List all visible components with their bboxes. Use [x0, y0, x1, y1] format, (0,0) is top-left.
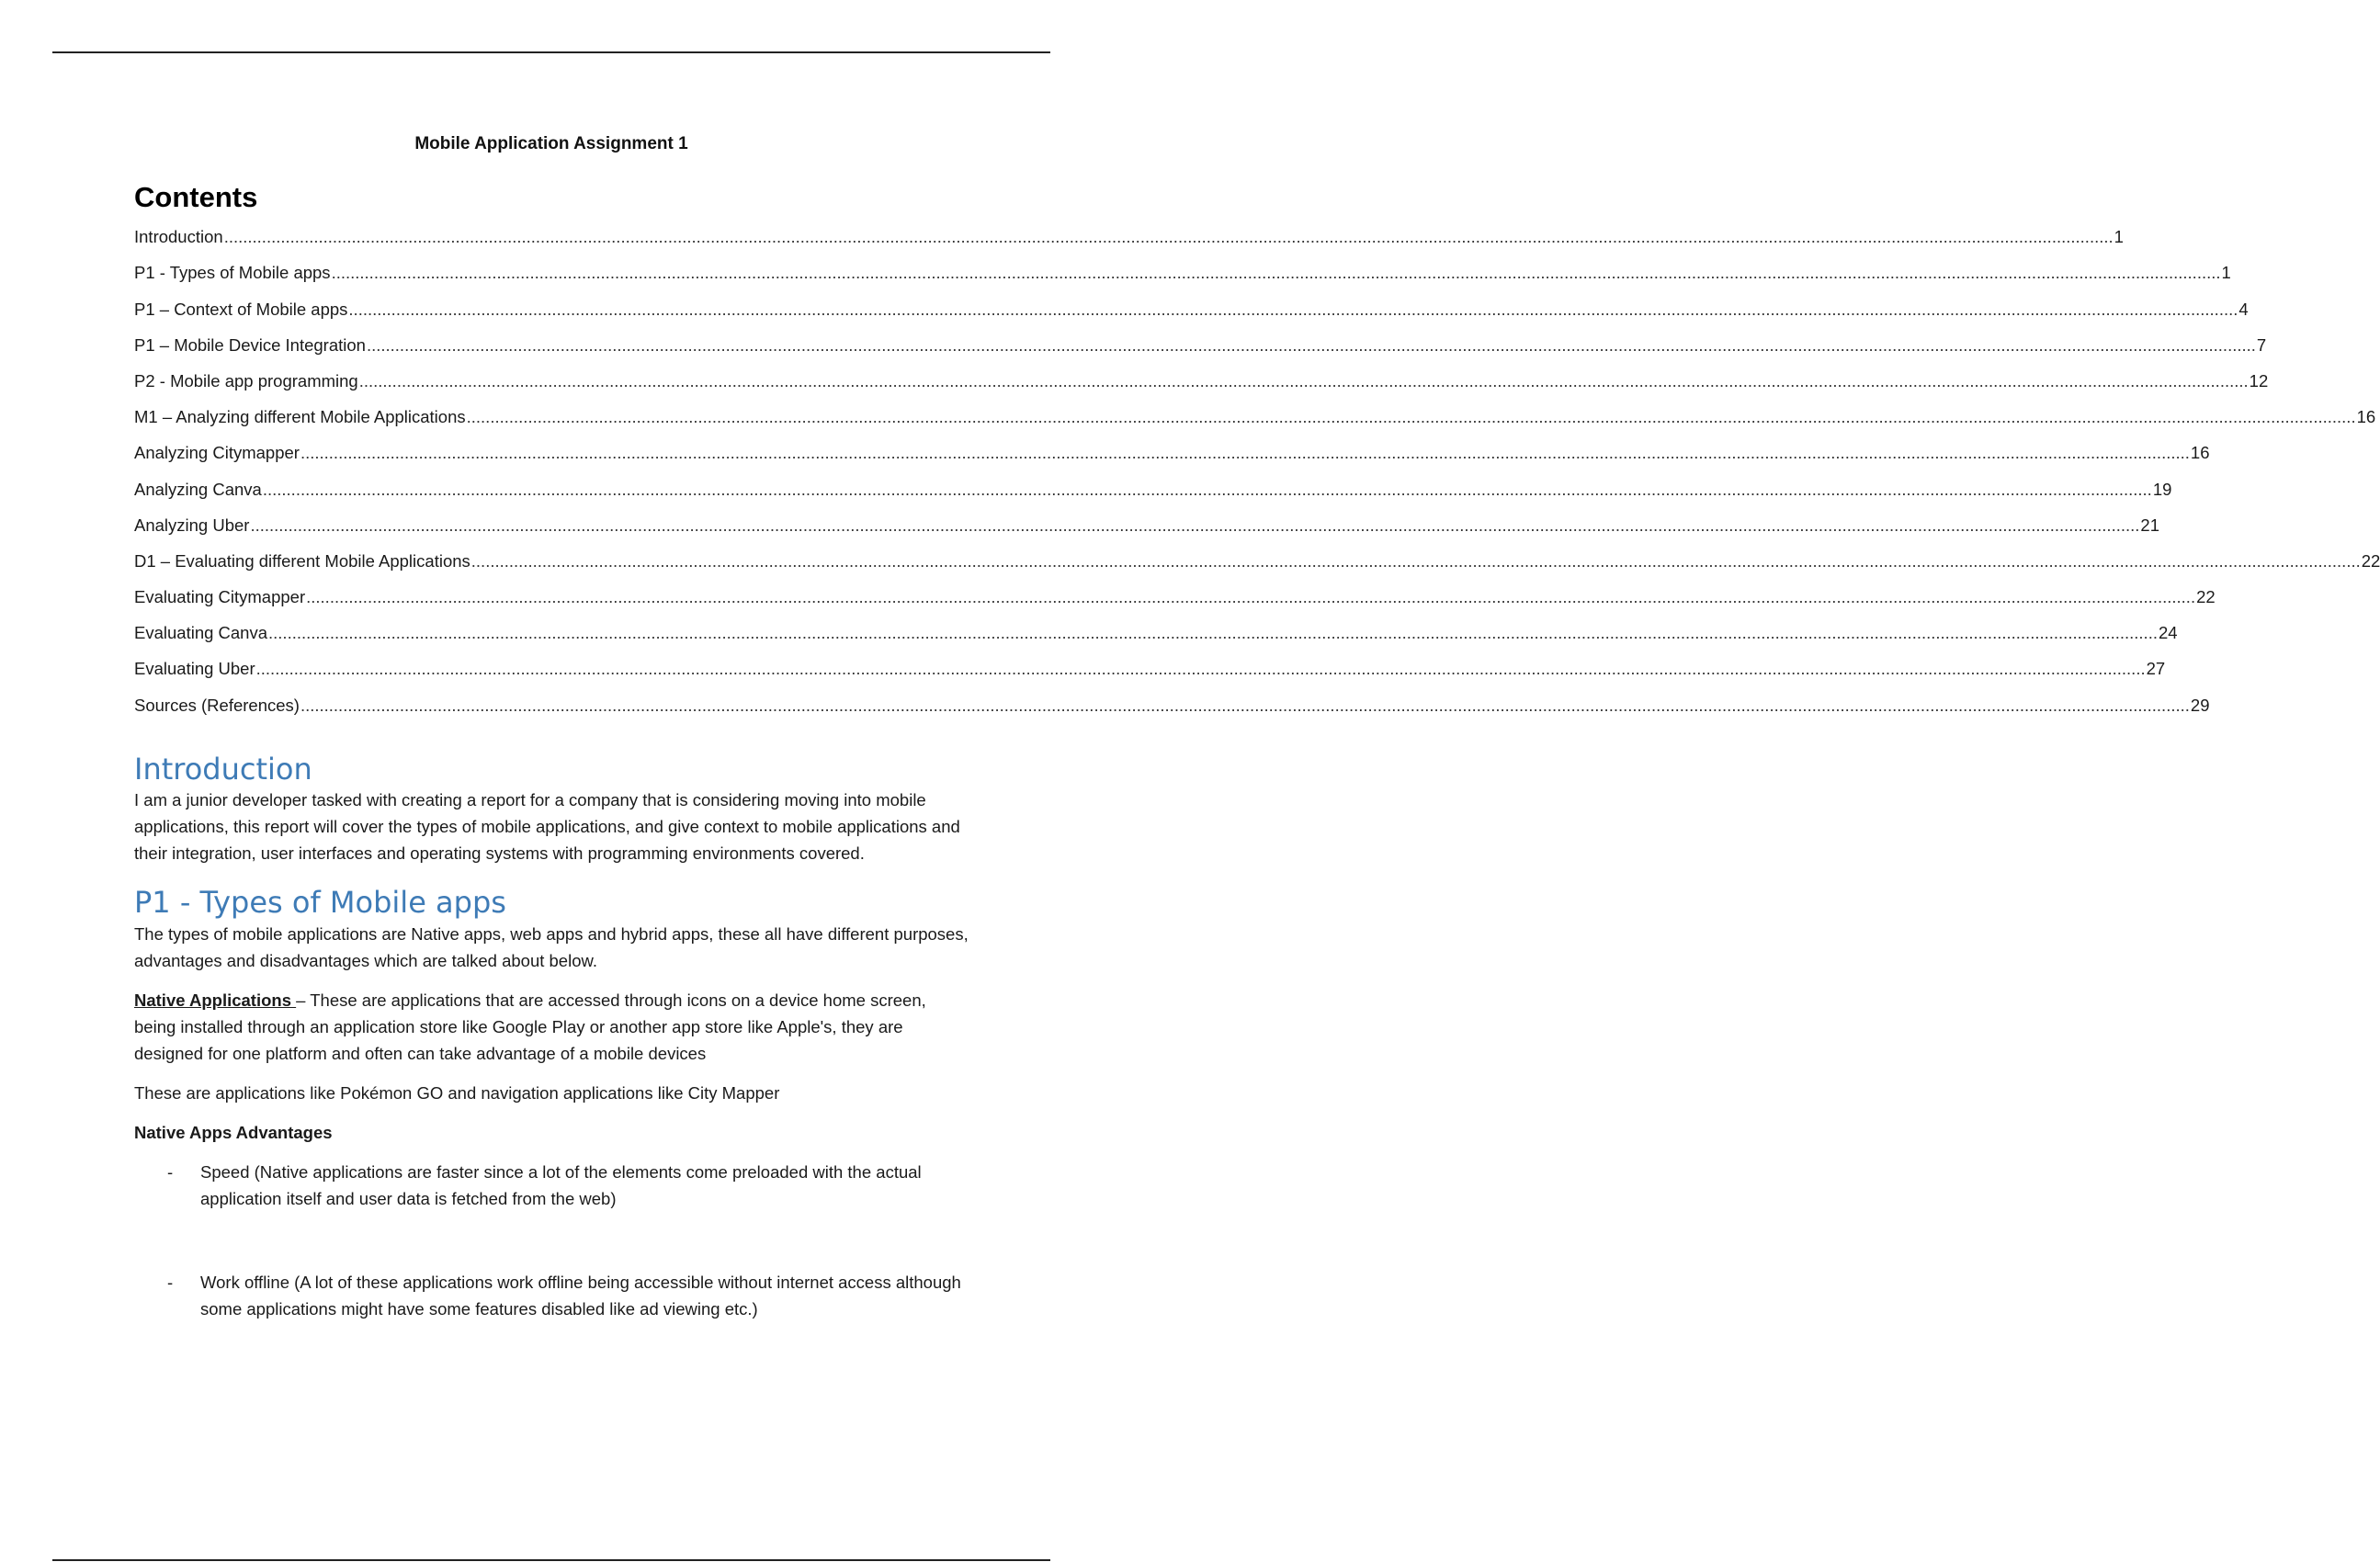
native-applications-label: Native Applications — [134, 990, 297, 1010]
toc-entry-page[interactable]: 22 — [2361, 550, 2380, 571]
toc-entry-page[interactable]: 7 — [2256, 334, 2267, 355]
native-examples-paragraph: These are applications like Pokémon GO and navigation applications like City Mapper — [134, 1082, 780, 1103]
native-advantages-heading: Native Apps Advantages — [134, 1122, 333, 1142]
toc-entry-label[interactable]: Analyzing Canva — [134, 479, 262, 499]
toc-entry[interactable] — [134, 334, 2267, 371]
introduction-heading: Introduction — [134, 751, 312, 787]
toc-dot-leader: ................................................................................................................................................................................................................................................................................................................................................................................................................ — [306, 587, 2196, 607]
native-applications-text: – These are applications that are accessed through icons on a device home screen, being installed through an application store like Google Play or another app store like Apple's, they are designed for one platform and often can take advantage of a mobile devices — [134, 990, 926, 1063]
toc-entry[interactable] — [134, 407, 2376, 443]
list-item — [134, 1159, 969, 1212]
toc-entry-label[interactable]: P2 - Mobile app programming — [134, 370, 358, 390]
toc-entry[interactable] — [134, 587, 2216, 623]
toc-entry-label[interactable]: Evaluating Uber — [134, 659, 255, 679]
toc-entry[interactable] — [134, 443, 2210, 479]
toc-entry-label[interactable]: Introduction — [134, 227, 223, 247]
toc-entry-label[interactable]: P1 – Context of Mobile apps — [134, 299, 348, 319]
toc-entry[interactable] — [134, 299, 2249, 335]
contents-heading: Contents — [134, 181, 258, 213]
toc-dot-leader: ................................................................................................................................................................................................................................................................................................................................................................................................................ — [348, 299, 2238, 319]
toc-entry-page[interactable]: 24 — [2158, 623, 2178, 643]
native-advantages-list — [134, 1159, 969, 1322]
toc-entry-label[interactable]: Sources (References) — [134, 695, 300, 715]
toc-dot-leader: ................................................................................................................................................................................................................................................................................................................................................................................................................ — [223, 227, 2114, 247]
header-rule — [52, 51, 1050, 53]
list-item — [134, 1269, 969, 1322]
toc-entry[interactable] — [134, 370, 2269, 407]
toc-entry-page[interactable]: 27 — [2146, 659, 2166, 679]
toc-entry[interactable] — [134, 550, 2380, 587]
toc-dot-leader: ................................................................................................................................................................................................................................................................................................................................................................................................................ — [300, 443, 2190, 463]
toc-dot-leader: ................................................................................................................................................................................................................................................................................................................................................................................................................ — [358, 370, 2249, 390]
toc-dot-leader: ................................................................................................................................................................................................................................................................................................................................................................................................................ — [366, 334, 2256, 355]
toc-entry-page[interactable]: 16 — [2356, 407, 2376, 427]
toc-entry-label[interactable]: Evaluating Canva — [134, 623, 268, 643]
table-of-contents — [134, 227, 2380, 731]
list-item-text: Work offline (A lot of these applications work offline being accessible without internet access although some applications might have some features disabled like ad viewing etc.) — [200, 1272, 961, 1319]
toc-entry-page[interactable]: 4 — [2238, 299, 2249, 319]
toc-dot-leader: ................................................................................................................................................................................................................................................................................................................................................................................................................ — [466, 407, 2356, 427]
toc-entry-label[interactable]: Analyzing Uber — [134, 515, 250, 535]
toc-entry[interactable] — [134, 227, 2124, 263]
toc-entry-page[interactable]: 29 — [2190, 695, 2210, 715]
bullet-dash: - — [167, 1272, 174, 1292]
toc-entry[interactable] — [134, 695, 2210, 731]
toc-entry-page[interactable]: 16 — [2190, 443, 2210, 463]
page-title: Mobile Application Assignment 1 — [414, 134, 688, 153]
toc-entry-label[interactable]: M1 – Analyzing different Mobile Applications — [134, 407, 466, 427]
toc-dot-leader: ................................................................................................................................................................................................................................................................................................................................................................................................................ — [470, 550, 2361, 571]
toc-entry[interactable] — [134, 479, 2172, 515]
toc-dot-leader: ................................................................................................................................................................................................................................................................................................................................................................................................................ — [250, 515, 2140, 535]
toc-dot-leader: ................................................................................................................................................................................................................................................................................................................................................................................................................ — [262, 479, 2152, 499]
list-item-text: Speed (Native applications are faster since a lot of the elements come preloaded with the actual application itself and user data is fetched from the web) — [200, 1161, 922, 1208]
toc-entry-page[interactable]: 12 — [2249, 370, 2269, 390]
toc-entry-page[interactable]: 22 — [2196, 587, 2216, 607]
toc-dot-leader: ................................................................................................................................................................................................................................................................................................................................................................................................................ — [331, 263, 2221, 283]
document-body — [134, 180, 2380, 1322]
types-intro-paragraph: The types of mobile applications are Native apps, web apps and hybrid apps, these all have different purposes, advantages and disadvantages which are talked about below. — [134, 923, 969, 970]
toc-entry-label[interactable]: P1 – Mobile Device Integration — [134, 334, 366, 355]
toc-entry-label[interactable]: Analyzing Citymapper — [134, 443, 300, 463]
bullet-dash: - — [167, 1161, 174, 1182]
toc-entry[interactable] — [134, 623, 2178, 659]
toc-dot-leader: ................................................................................................................................................................................................................................................................................................................................................................................................................ — [300, 695, 2190, 715]
toc-entry-page[interactable]: 1 — [2114, 227, 2124, 247]
toc-entry-page[interactable]: 19 — [2152, 479, 2172, 499]
toc-entry[interactable] — [134, 515, 2159, 551]
native-applications-paragraph — [134, 987, 969, 1067]
toc-entry[interactable] — [134, 263, 2231, 299]
toc-entry-label[interactable]: P1 - Types of Mobile apps — [134, 263, 331, 283]
footer-rule — [52, 1559, 1050, 1561]
toc-dot-leader: ................................................................................................................................................................................................................................................................................................................................................................................................................ — [255, 659, 2146, 679]
types-of-mobile-apps-heading: P1 - Types of Mobile apps — [134, 885, 506, 921]
toc-entry-label[interactable]: Evaluating Citymapper — [134, 587, 306, 607]
toc-entry[interactable] — [134, 659, 2166, 695]
toc-entry-page[interactable]: 21 — [2140, 515, 2159, 535]
introduction-paragraph: I am a junior developer tasked with creating a report for a company that is considering moving into mobile applications, this report will cover the types of mobile applications, and give context to mobile applications and their integration, user interfaces and operating systems with programming environments covered. — [134, 790, 960, 864]
toc-dot-leader: ................................................................................................................................................................................................................................................................................................................................................................................................................ — [268, 623, 2158, 643]
toc-entry-page[interactable]: 1 — [2221, 263, 2231, 283]
toc-entry-label[interactable]: D1 – Evaluating different Mobile Applications — [134, 550, 470, 571]
